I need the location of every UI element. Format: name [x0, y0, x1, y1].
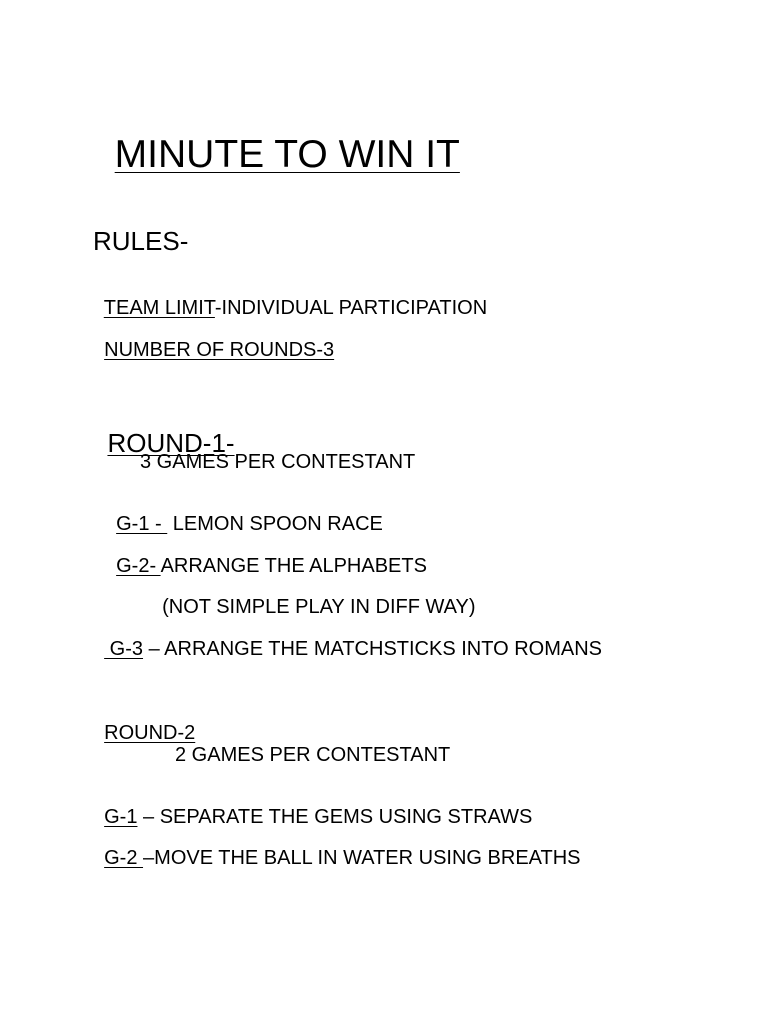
round-1-games-per-contestant: 3 GAMES PER CONTESTANT	[140, 451, 416, 473]
number-of-rounds-label: NUMBER OF ROUNDS-3	[104, 339, 335, 361]
team-limit-label: TEAM LIMIT	[103, 297, 215, 319]
round-2-game-1-text: – SEPARATE THE GEMS USING STRAWS	[137, 806, 533, 828]
round-1-heading-text: ROUND-1-	[107, 428, 235, 458]
round-2-heading-text: ROUND-2	[104, 722, 196, 744]
round-2-games-per-contestant: 2 GAMES PER CONTESTANT	[175, 744, 451, 766]
round-2-game-1	[93, 787, 532, 827]
round-1-game-1-text: LEMON SPOON RACE	[167, 513, 383, 535]
round-2-game-2	[93, 828, 581, 868]
document-title	[93, 96, 460, 174]
round-1-game-2	[105, 536, 427, 576]
round-1-game-1-label: G-1 -	[116, 513, 168, 535]
round-1-game-2-text: ARRANGE THE ALPHABETS	[160, 555, 427, 577]
round-2-heading	[93, 703, 195, 743]
round-2-game-2-label: G-2	[104, 847, 144, 869]
team-limit-value: -INDIVIDUAL PARTICIPATION	[214, 297, 488, 319]
rules-heading: RULES-	[93, 226, 189, 256]
round-1-game-2-note-text: (NOT SIMPLE PLAY IN DIFF WAY)	[162, 596, 476, 618]
number-of-rounds-line	[93, 320, 334, 360]
team-limit-line	[93, 278, 487, 318]
round-1-game-1	[105, 494, 383, 534]
document-title-text: MINUTE TO WIN IT	[114, 133, 460, 176]
round-2-game-1-label: G-1	[104, 806, 138, 828]
round-1-heading	[93, 404, 235, 456]
round-1-game-3	[93, 619, 602, 659]
round-1-game-3-text: – ARRANGE THE MATCHSTICKS INTO ROMANS	[143, 638, 602, 660]
round-1-game-3-label: G-3	[104, 638, 144, 660]
round-1-game-2-label: G-2-	[116, 555, 161, 577]
round-1-game-2-note	[151, 577, 476, 617]
round-2-game-2-text: –MOVE THE BALL IN WATER USING BREATHS	[143, 847, 581, 869]
